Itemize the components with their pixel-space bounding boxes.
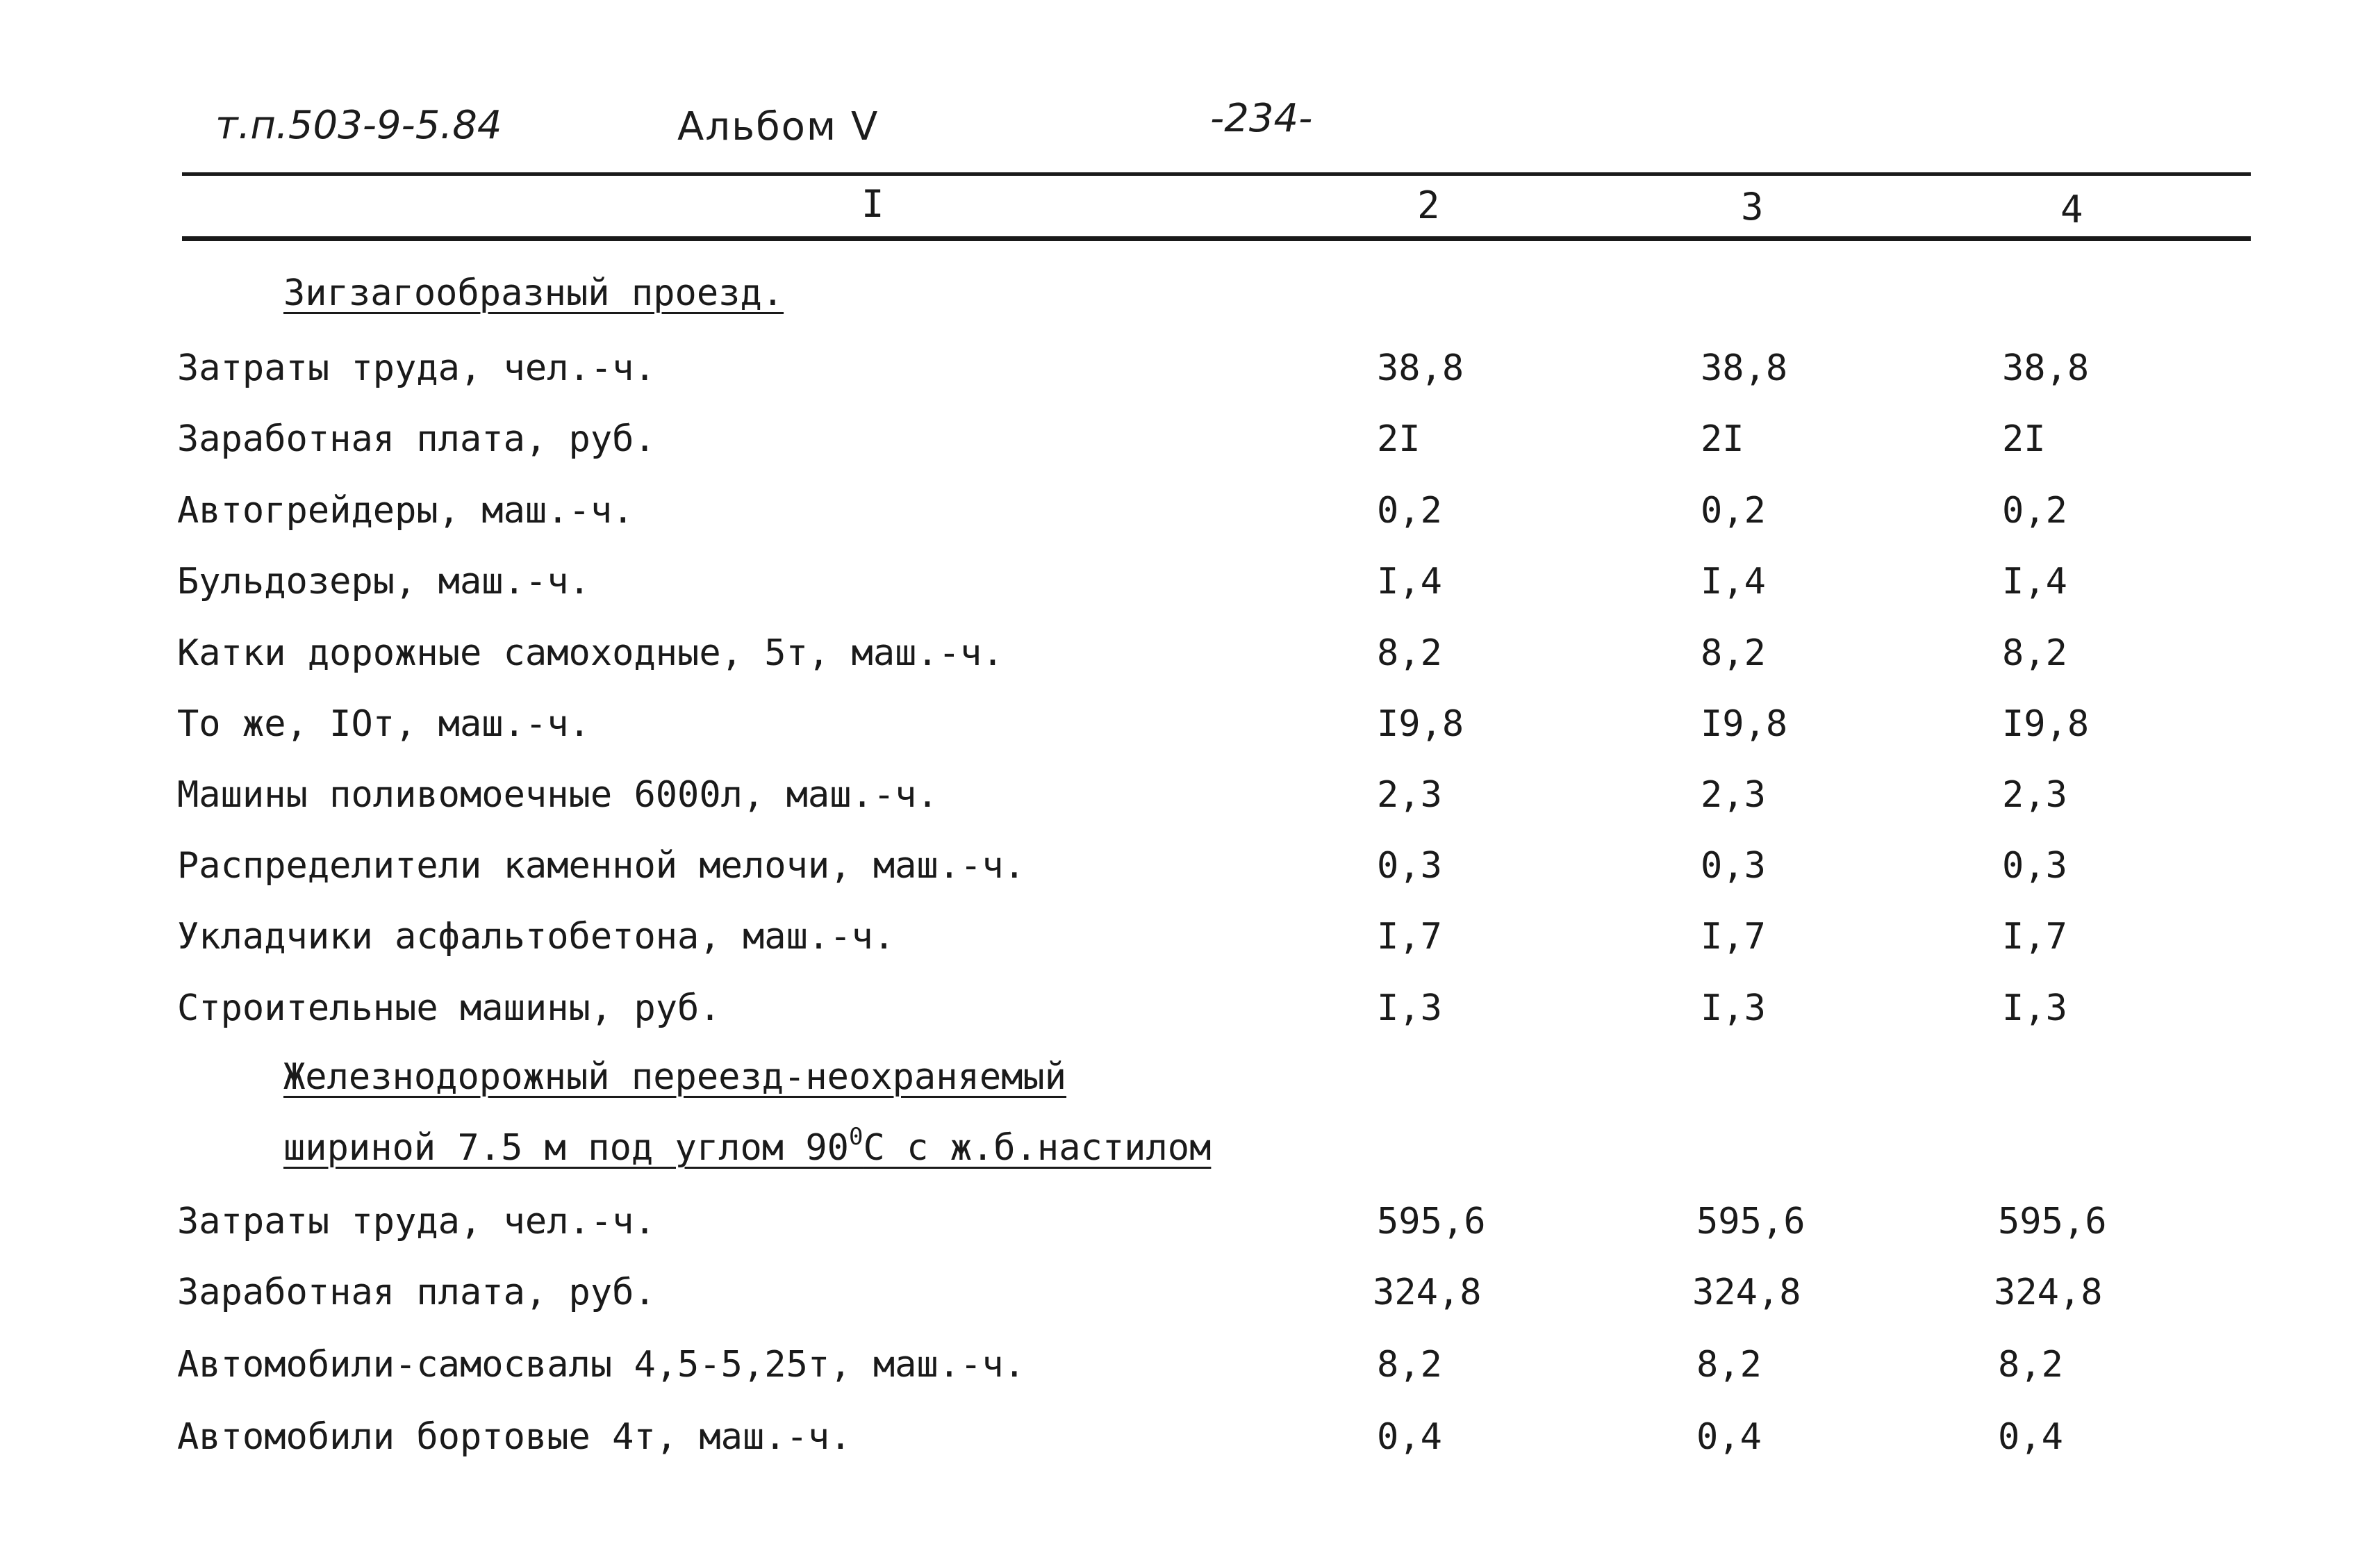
row-value-col2: I,7 xyxy=(1377,916,1442,958)
row-value-col2: 0,4 xyxy=(1377,1416,1442,1458)
row-value-col4: 0,4 xyxy=(1998,1416,2063,1458)
section-title: Железнодорожный переезд-неохраняемый xyxy=(283,1056,1067,1098)
row-label: Заработная плата, руб. xyxy=(177,1272,656,1313)
album-label: Альбом V xyxy=(677,104,879,149)
row-value-col3: I9,8 xyxy=(1701,703,1788,745)
degree-superscript: 0 xyxy=(848,1123,863,1151)
row-label: Автомобили бортовые 4т, маш.-ч. xyxy=(177,1416,852,1458)
row-value-col4: 595,6 xyxy=(1998,1201,2107,1242)
document-code: т.п.503-9-5.84 xyxy=(215,103,502,148)
page-number: -234- xyxy=(1210,96,1313,141)
row-value-col4: 324,8 xyxy=(1994,1272,2103,1313)
row-value-col3: 324,8 xyxy=(1692,1272,1801,1313)
row-value-col3: 0,3 xyxy=(1701,845,1766,887)
row-value-col2: 2I xyxy=(1377,418,1421,460)
row-value-col2: 2,3 xyxy=(1377,774,1442,816)
column-header-1: I xyxy=(861,182,884,226)
row-value-col2: 38,8 xyxy=(1377,347,1464,389)
row-value-col4: 8,2 xyxy=(2002,632,2067,674)
row-value-col3: I,7 xyxy=(1701,916,1766,958)
row-label: То же, IOт, маш.-ч. xyxy=(177,703,590,745)
table-top-rule xyxy=(182,172,2251,176)
row-value-col4: 2I xyxy=(2002,418,2046,460)
row-label: Катки дорожные самоходные, 5т, маш.-ч. xyxy=(177,632,1004,674)
row-value-col4: 38,8 xyxy=(2002,347,2090,389)
row-label: Заработная плата, руб. xyxy=(177,418,656,460)
row-value-col2: I,3 xyxy=(1377,987,1442,1029)
column-header-2: 2 xyxy=(1417,183,1440,227)
row-value-col4: 8,2 xyxy=(1998,1344,2063,1386)
row-value-col3: 595,6 xyxy=(1696,1201,1805,1242)
column-header-4: 4 xyxy=(2060,188,2083,231)
row-value-col2: 324,8 xyxy=(1373,1272,1482,1313)
row-value-col2: I,4 xyxy=(1377,561,1442,602)
row-label: Автомобили-самосвалы 4,5-5,25т, маш.-ч. xyxy=(177,1344,1025,1386)
row-label: Бульдозеры, маш.-ч. xyxy=(177,561,590,602)
row-value-col4: 0,3 xyxy=(2002,845,2067,887)
row-value-col2: 0,3 xyxy=(1377,845,1442,887)
row-value-col3: 0,2 xyxy=(1701,490,1766,532)
row-label: Машины поливомоечные 6000л, маш.-ч. xyxy=(177,774,939,816)
row-value-col3: I,3 xyxy=(1701,987,1766,1029)
row-value-col3: 0,4 xyxy=(1696,1416,1762,1458)
section-title-line2 xyxy=(283,1123,1212,1169)
row-value-col2: 8,2 xyxy=(1377,632,1442,674)
row-label: Укладчики асфальтобетона, маш.-ч. xyxy=(177,916,895,958)
row-value-col2: 595,6 xyxy=(1377,1201,1486,1242)
row-value-col3: 2,3 xyxy=(1701,774,1766,816)
row-value-col3: 8,2 xyxy=(1701,632,1766,674)
row-value-col2: 8,2 xyxy=(1377,1344,1442,1386)
row-value-col4: I,7 xyxy=(2002,916,2067,958)
row-value-col2: 0,2 xyxy=(1377,490,1442,532)
row-value-col3: 38,8 xyxy=(1701,347,1788,389)
row-value-col4: 0,2 xyxy=(2002,490,2067,532)
row-label: Строительные машины, руб. xyxy=(177,987,721,1029)
section-title-part: C с ж.б.настилом xyxy=(863,1127,1212,1169)
row-value-col4: I9,8 xyxy=(2002,703,2090,745)
row-value-col3: I,4 xyxy=(1701,561,1766,602)
row-label: Затраты труда, чел.-ч. xyxy=(177,1201,656,1242)
column-header-3: 3 xyxy=(1741,185,1764,229)
row-label: Затраты труда, чел.-ч. xyxy=(177,347,656,389)
row-value-col2: I9,8 xyxy=(1377,703,1464,745)
section-title-part: шириной 7.5 м под углом 90 xyxy=(283,1127,849,1169)
table-header-rule xyxy=(182,236,2251,241)
row-value-col4: 2,3 xyxy=(2002,774,2067,816)
section-title: Зигзагообразный проезд. xyxy=(283,272,784,314)
row-value-col4: I,4 xyxy=(2002,561,2067,602)
row-value-col3: 2I xyxy=(1701,418,1744,460)
row-value-col4: I,3 xyxy=(2002,987,2067,1029)
row-label: Автогрейдеры, маш.-ч. xyxy=(177,490,634,532)
row-value-col3: 8,2 xyxy=(1696,1344,1762,1386)
row-label: Распределители каменной мелочи, маш.-ч. xyxy=(177,845,1025,887)
